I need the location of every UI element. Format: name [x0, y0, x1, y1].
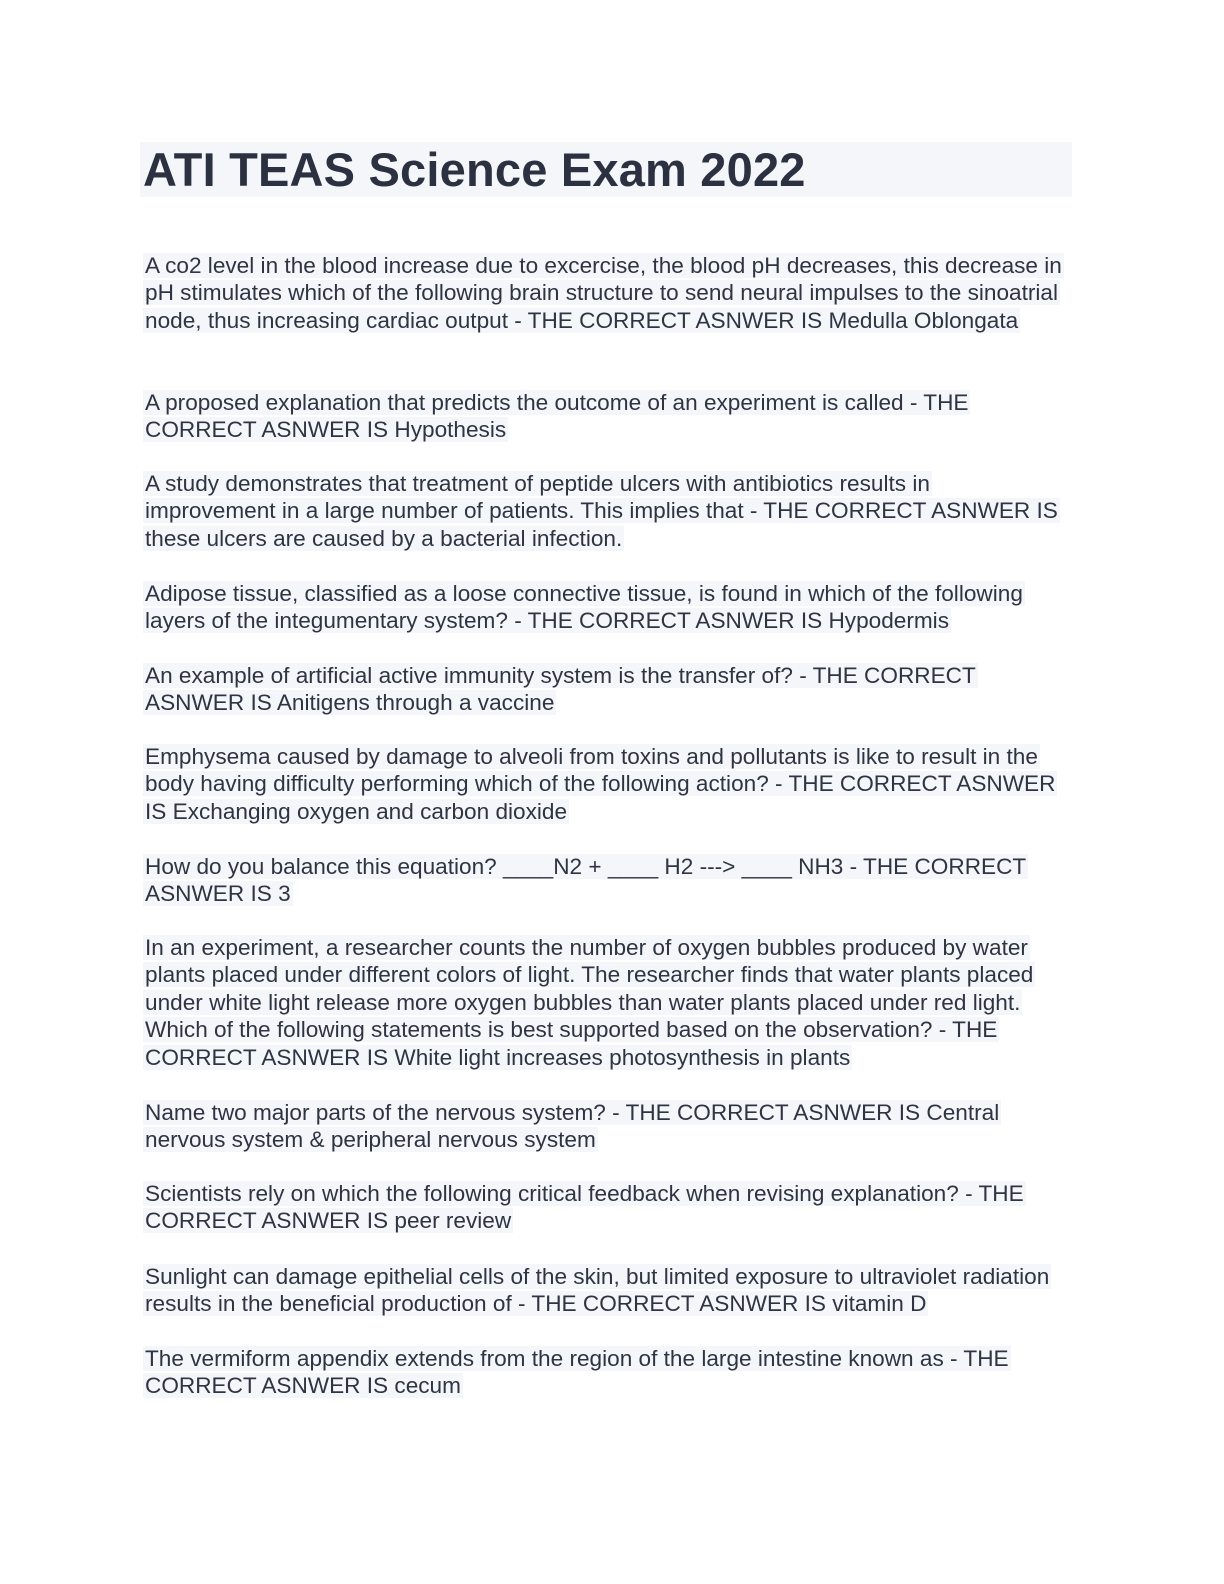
qa-item-text: How do you balance this equation? ____N2 + ____ H2 ---> ____ NH3 - THE CORRECT ASNWER IS 3 — [145, 854, 1027, 907]
qa-item — [143, 853, 1063, 908]
qa-item — [143, 389, 1063, 444]
qa-item-text: Emphysema caused by damage to alveoli from toxins and pollutants is like to result in the body having difficulty performing which of the following action? - THE CORRECT ASNWER IS Exchanging oxygen and carbon dioxide — [145, 744, 1056, 824]
qa-item-text: The vermiform appendix extends from the region of the large intestine known as - THE CORRECT ASNWER IS cecum — [145, 1346, 1009, 1399]
qa-item-text: In an experiment, a researcher counts the number of oxygen bubbles produced by water plants placed under different colors of light. The researcher finds that water plants placed under white light release more oxygen bubbles than water plants placed under red light. Which of the following statements is best supported based on the observation? - THE CORRECT ASNWER IS White light increases photosynthesis in plants — [145, 935, 1034, 1070]
qa-item-text: A study demonstrates that treatment of peptide ulcers with antibiotics results in improvement in a large number of patients. This implies that - THE CORRECT ASNWER IS these ulcers are caused by a bacterial infection. — [145, 471, 1058, 551]
qa-item-text: Sunlight can damage epithelial cells of the skin, but limited exposure to ultraviolet radiation results in the beneficial production of - THE CORRECT ASNWER IS vitamin D — [145, 1264, 1050, 1317]
qa-item — [143, 1263, 1063, 1318]
qa-item-text: Scientists rely on which the following critical feedback when revising explanation? - THE CORRECT ASNWER IS peer review — [145, 1181, 1024, 1234]
qa-item — [143, 1180, 1063, 1235]
qa-item — [143, 470, 1063, 552]
page-title: ATI TEAS Science Exam 2022 — [143, 143, 806, 196]
qa-item-text: A proposed explanation that predicts the outcome of an experiment is called - THE CORRECT ASNWER IS Hypothesis — [145, 390, 969, 443]
qa-item — [143, 580, 1063, 635]
qa-item-text: A co2 level in the blood increase due to excercise, the blood pH decreases, this decrease in pH stimulates which of the following brain structure to send neural impulses to the sinoatrial node, thus increasing cardiac output - THE CORRECT ASNWER IS Medulla Oblongata — [145, 253, 1062, 333]
qa-item — [143, 743, 1063, 825]
qa-item-text: An example of artificial active immunity system is the transfer of? - THE CORRECT ASNWER IS Anitigens through a vaccine — [145, 663, 976, 716]
qa-item — [143, 662, 1063, 717]
qa-item — [143, 1099, 1063, 1154]
qa-item — [143, 934, 1063, 1071]
qa-item — [143, 1345, 1063, 1400]
qa-item-text: Adipose tissue, classified as a loose connective tissue, is found in which of the following layers of the integumentary system? - THE CORRECT ASNWER IS Hypodermis — [145, 581, 1023, 634]
qa-item-text: Name two major parts of the nervous system? - THE CORRECT ASNWER IS Central nervous system & peripheral nervous system — [145, 1100, 1000, 1153]
qa-item — [143, 252, 1063, 334]
